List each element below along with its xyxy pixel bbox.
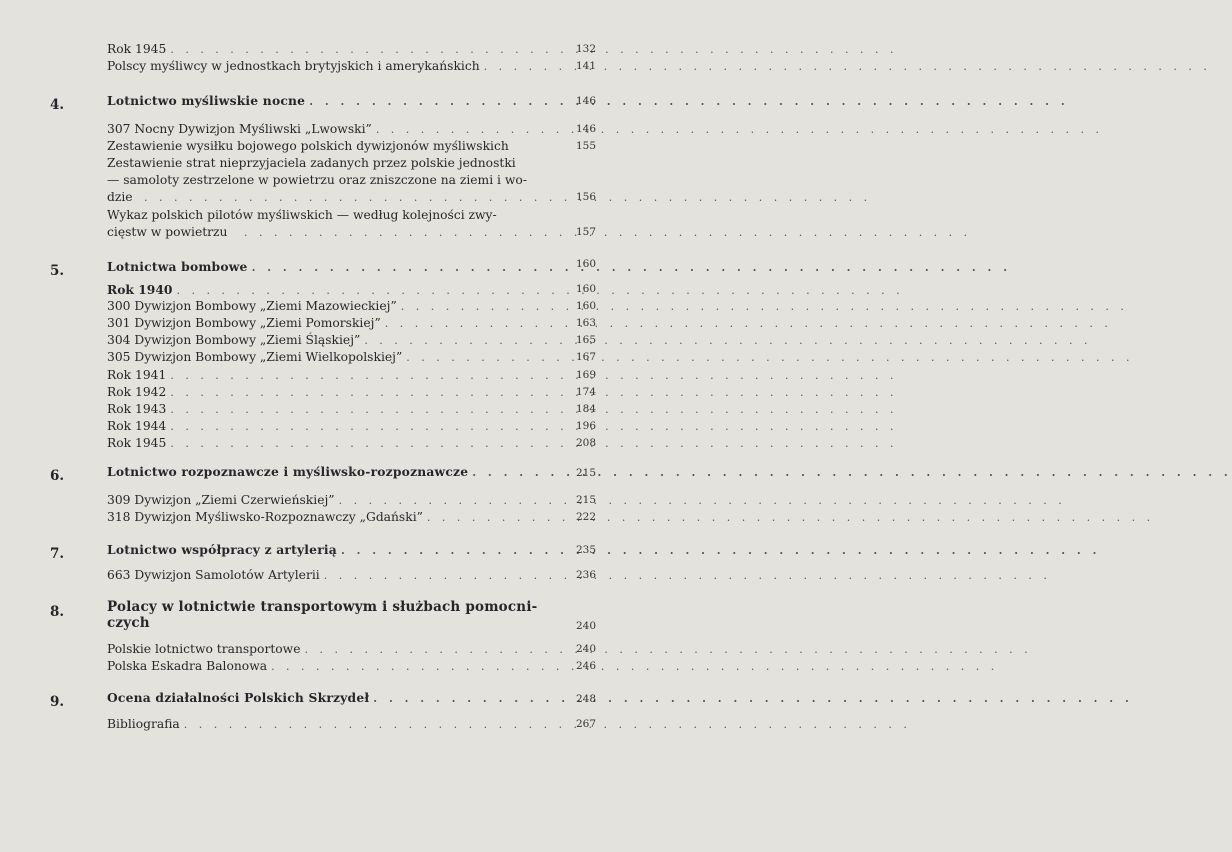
toc-entry: Zestawienie wysiłku bojowego polskich dywizjonów myśliwskich bbox=[107, 139, 509, 153]
toc-entry: Wykaz polskich pilotów myśliwskich — według kolejności zwy- cięstw w powietrzu bbox=[107, 208, 497, 239]
toc-entry: Bibliografia . . . bbox=[107, 716, 557, 733]
toc-entry: 307 Nocny Dywizjon Myśliwski „Lwowski” . . . bbox=[107, 121, 557, 138]
page-number: 146 bbox=[575, 95, 596, 107]
page-number: 248 bbox=[575, 693, 596, 705]
toc-entry: 318 Dywizjon Myśliwsko-Rozpoznawczy „Gdański” . . . bbox=[107, 509, 557, 526]
page-number: 157 bbox=[575, 226, 596, 238]
chapter-title: Lotnictwo rozpoznawcze i myśliwsko-rozpoznawcze . . . bbox=[107, 463, 547, 481]
toc-entry: Rok 1945 . . . bbox=[107, 435, 557, 452]
page-number: 155 bbox=[575, 140, 596, 152]
page-number: 246 bbox=[575, 660, 596, 672]
page-number: 160 bbox=[575, 258, 596, 270]
page-number: 222 bbox=[575, 511, 596, 523]
page-number: 156 bbox=[575, 191, 596, 203]
page-number: 146 bbox=[575, 123, 596, 135]
page-number: 141 bbox=[575, 60, 596, 72]
page-number: 240 bbox=[575, 643, 596, 655]
toc-entry: Polscy myśliwcy w jednostkach brytyjskich i amerykańskich . . . bbox=[107, 58, 557, 75]
toc-entry: 663 Dywizjon Samolotów Artylerii . . . bbox=[107, 567, 557, 584]
chapter-number: 9. bbox=[50, 694, 65, 710]
toc-entry: Polskie lotnictwo transportowe . . . bbox=[107, 641, 557, 658]
chapter-title: Lotnictwo myśliwskie nocne . . . bbox=[107, 92, 537, 110]
page-number: 160 bbox=[575, 283, 596, 295]
toc-entry: Polska Eskadra Balonowa . . . bbox=[107, 658, 557, 675]
toc-entry: Rok 1940 . . . bbox=[107, 281, 557, 298]
page-number: 132 bbox=[575, 43, 596, 55]
toc-entry: Rok 1942 . . . bbox=[107, 384, 557, 401]
toc-entry: 301 Dywizjon Bombowy „Ziemi Pomorskiej” . . . bbox=[107, 315, 557, 332]
toc-entry: 304 Dywizjon Bombowy „Ziemi Śląskiej” . . . bbox=[107, 332, 557, 349]
page-number: 267 bbox=[575, 718, 596, 730]
chapter-number: 7. bbox=[50, 546, 65, 562]
toc-entry: 300 Dywizjon Bombowy „Ziemi Mazowieckiej” . . . bbox=[107, 298, 557, 315]
chapter-title: Polacy w lotnictwie transportowym i służbach pomocni- czych bbox=[107, 599, 538, 631]
page-number: 208 bbox=[575, 437, 596, 449]
page-number: 160 bbox=[575, 300, 596, 312]
toc-entry: Rok 1944 . . . bbox=[107, 418, 557, 435]
table-of-contents-page bbox=[0, 0, 600, 852]
page-number: 236 bbox=[575, 569, 596, 581]
page-number: 215 bbox=[575, 467, 596, 479]
chapter-number: 8. bbox=[50, 604, 65, 620]
toc-entry: Rok 1945 . . . bbox=[107, 41, 557, 58]
chapter-title: Lotnictwa bombowe . . . bbox=[107, 258, 537, 276]
page-number: 196 bbox=[575, 420, 596, 432]
toc-entry: 309 Dywizjon „Ziemi Czerwieńskiej” . . . bbox=[107, 492, 557, 509]
page-number: 165 bbox=[575, 334, 596, 346]
toc-entry: Rok 1941 . . . bbox=[107, 367, 557, 384]
chapter-title: Ocena działalności Polskich Skrzydeł . . . bbox=[107, 689, 537, 707]
page-number: 163 bbox=[575, 317, 596, 329]
page-number: 174 bbox=[575, 386, 596, 398]
chapter-number: 4. bbox=[50, 97, 65, 113]
toc-entry: 305 Dywizjon Bombowy „Ziemi Wielkopolskiej” . . . bbox=[107, 349, 557, 366]
page-number: 184 bbox=[575, 403, 596, 415]
page-number: 235 bbox=[575, 544, 596, 556]
chapter-number: 5. bbox=[50, 263, 65, 279]
toc-entry: Rok 1943 . . . bbox=[107, 401, 557, 418]
page-number: 240 bbox=[575, 620, 596, 632]
page-number: 169 bbox=[575, 369, 596, 381]
chapter-title: Lotnictwo współpracy z artylerią . . . bbox=[107, 541, 547, 559]
toc-entry: Zestawienie strat nieprzyjaciela zadanych przez polskie jednostki — samoloty zestrzelone w powietrzu oraz zniszczone na ziemi i wo- dzie bbox=[107, 156, 527, 204]
chapter-number: 6. bbox=[50, 468, 65, 484]
page-number: 215 bbox=[575, 494, 596, 506]
page-number: 167 bbox=[575, 351, 596, 363]
